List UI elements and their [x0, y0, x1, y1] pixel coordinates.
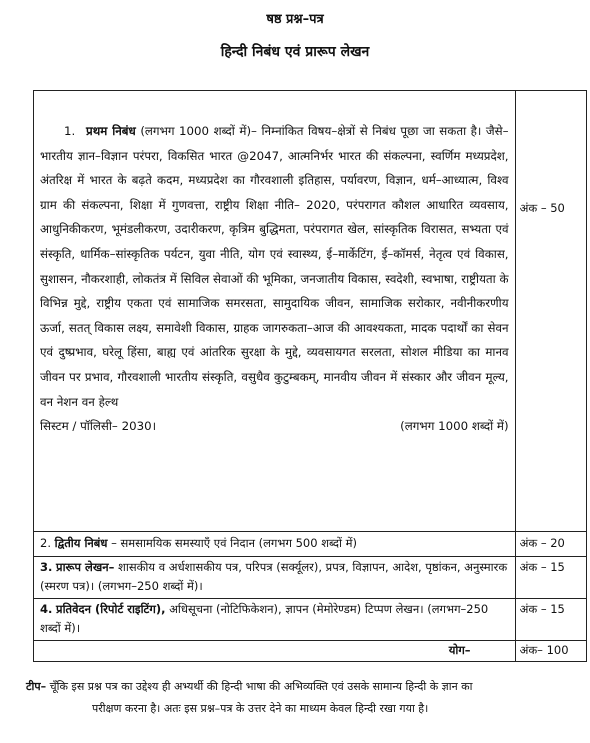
item-1-text [40, 119, 509, 439]
footnote-label: टीप– [26, 680, 47, 693]
item-marks: अंक – 15 [515, 557, 586, 599]
item-description: (लगभग 1000 शब्दों में)– निम्नांकित विषय–क्षेत्रों से निबंध पूछा जा सकता है। जैसे– भारतीय ज्ञान–विज्ञान परंपरा, विकसित भारत @2047, आत्मनिर्भर भारत की संकल्पना, स्वर्णिम मध्यप्रदेश, अंतरिक्ष में भारत के बढ़ते कदम, मध्यप्रदेश का गौरवशाली इतिहास, पर्यावरण, विज्ञान, धर्म–आध्यात्म, विश्व ग्राम की संकल्पना, शिक्षा में गुणवत्ता, राष्ट्रीय शिक्षा नीति– 2020, परंपरागत कौशल आधारित व्यवसाय, आधुनिकीकरण, भूमंडलीकरण, उदारीकरण, कृत्रिम बुद्धिमता, परंपरागत खेल, सांस्कृतिक विरासत, सभ्यता एवं संस्कृति, धार्मिक–सांस्कृतिक पर्यटन, युवा नीति, योग एवं स्वास्थ्य, ई–मार्केटिंग, ई–कॉमर्स, नेतृत्व एवं विकास, सुशासन, नौकरशाही, लोकतंत्र में सिविल सेवाओं की भूमिका, जनजातीय विकास, स्वदेशी, स्वभाषा, राष्ट्रीयता के विभिन्न मुद्दे, राष्ट्रीय एकता एवं सामाजिक समरसता, सामुदायिक जीवन, सामाजिक सरोकार, नवीनीकरणीय ऊर्जा, सतत् विकास लक्ष्य, समावेशी विकास, ग्राहक जागरुकता–आज की आवश्यकता, मादक पदार्थों का सेवन एवं दुष्प्रभाव, घरेलू हिंसा, बाह्य एवं आंतरिक सुरक्षा के मुद्दे, व्यवसायगत सरलता, सोशल मीडिया का मानव जीवन पर प्रभाव, गौरवशाली भारतीय संस्कृति, वसुधैव कुटुम्बकम्, मानवीय जीवन में संस्कार और जीवन मूल्य, वन नेशन वन हेल्थ [40, 124, 509, 409]
item-3-cell [34, 557, 516, 599]
paper-title-heading: हिन्दी निबंध एवं प्रारूप लेखन [220, 44, 370, 60]
item-title: प्रथम निबंध [86, 124, 136, 138]
item-description: – समसामयिक समस्याएँ एवं निदान (लगभग 500 शब्दों में) [107, 536, 357, 550]
footnote-text-2: परीक्षण करना है। अतः इस प्रश्न–पत्र के उत्तर देने का माध्यम केवल हिन्दी रखा गया है। [92, 702, 429, 715]
item-description: अधिसूचना (नोटिफिकेशन), ज्ञापन (मेमोरेण्डम) टिप्पण लेखन। (लगभग–250 शब्दों में)। [40, 602, 489, 635]
item-1-last-line [40, 414, 509, 439]
item-number: 4. [40, 602, 53, 616]
total-label: योग– [34, 641, 516, 662]
item-marks: अंक – 15 [515, 599, 586, 641]
item-number: 1. [64, 124, 76, 138]
item-title: प्रारूप लेखन– [56, 560, 115, 574]
table-row [34, 557, 587, 599]
item-2-cell [34, 532, 516, 557]
total-marks: अंक– 100 [515, 641, 586, 662]
table-row [34, 91, 587, 532]
item-marks: अंक – 50 [519, 201, 565, 215]
item-1-marks-cell [515, 91, 586, 532]
item-1-cell [34, 91, 516, 532]
total-row [34, 641, 587, 662]
item-number: 3. [40, 560, 53, 574]
footnote [26, 676, 584, 720]
syllabus-table [33, 90, 587, 662]
item-number: 2. [40, 536, 51, 550]
footnote-line-1 [26, 676, 584, 698]
item-description: शासकीय व अर्धशासकीय पत्र, परिपत्र (सर्क्यूलर), प्रपत्र, विज्ञापन, आदेश, पृष्ठांकन, अनुस्मारक (स्मरण पत्र)। (लगभग–250 शब्दों में)। [40, 560, 508, 593]
item-title: द्वितीय निबंध [54, 536, 108, 550]
paper-number-heading: षष्ठ प्रश्न–पत्र [266, 12, 324, 27]
table-row [34, 599, 587, 641]
item-word-limit: (लगभग 1000 शब्दों में) [400, 419, 509, 434]
item-last-line: सिस्टम / पॉलिसी– 2030। [40, 419, 157, 434]
table-row [34, 532, 587, 557]
footnote-text-1: चूँकि इस प्रश्न पत्र का उद्देश्य ही अभ्यर्थी की हिन्दी भाषा की अभिव्यक्ति एवं उसके सामान्य हिन्दी के ज्ञान का [49, 680, 473, 693]
item-4-cell [34, 599, 516, 641]
item-marks: अंक – 20 [515, 532, 586, 557]
item-title: प्रतिवेदन (रिपोर्ट राइटिंग), [56, 602, 166, 616]
